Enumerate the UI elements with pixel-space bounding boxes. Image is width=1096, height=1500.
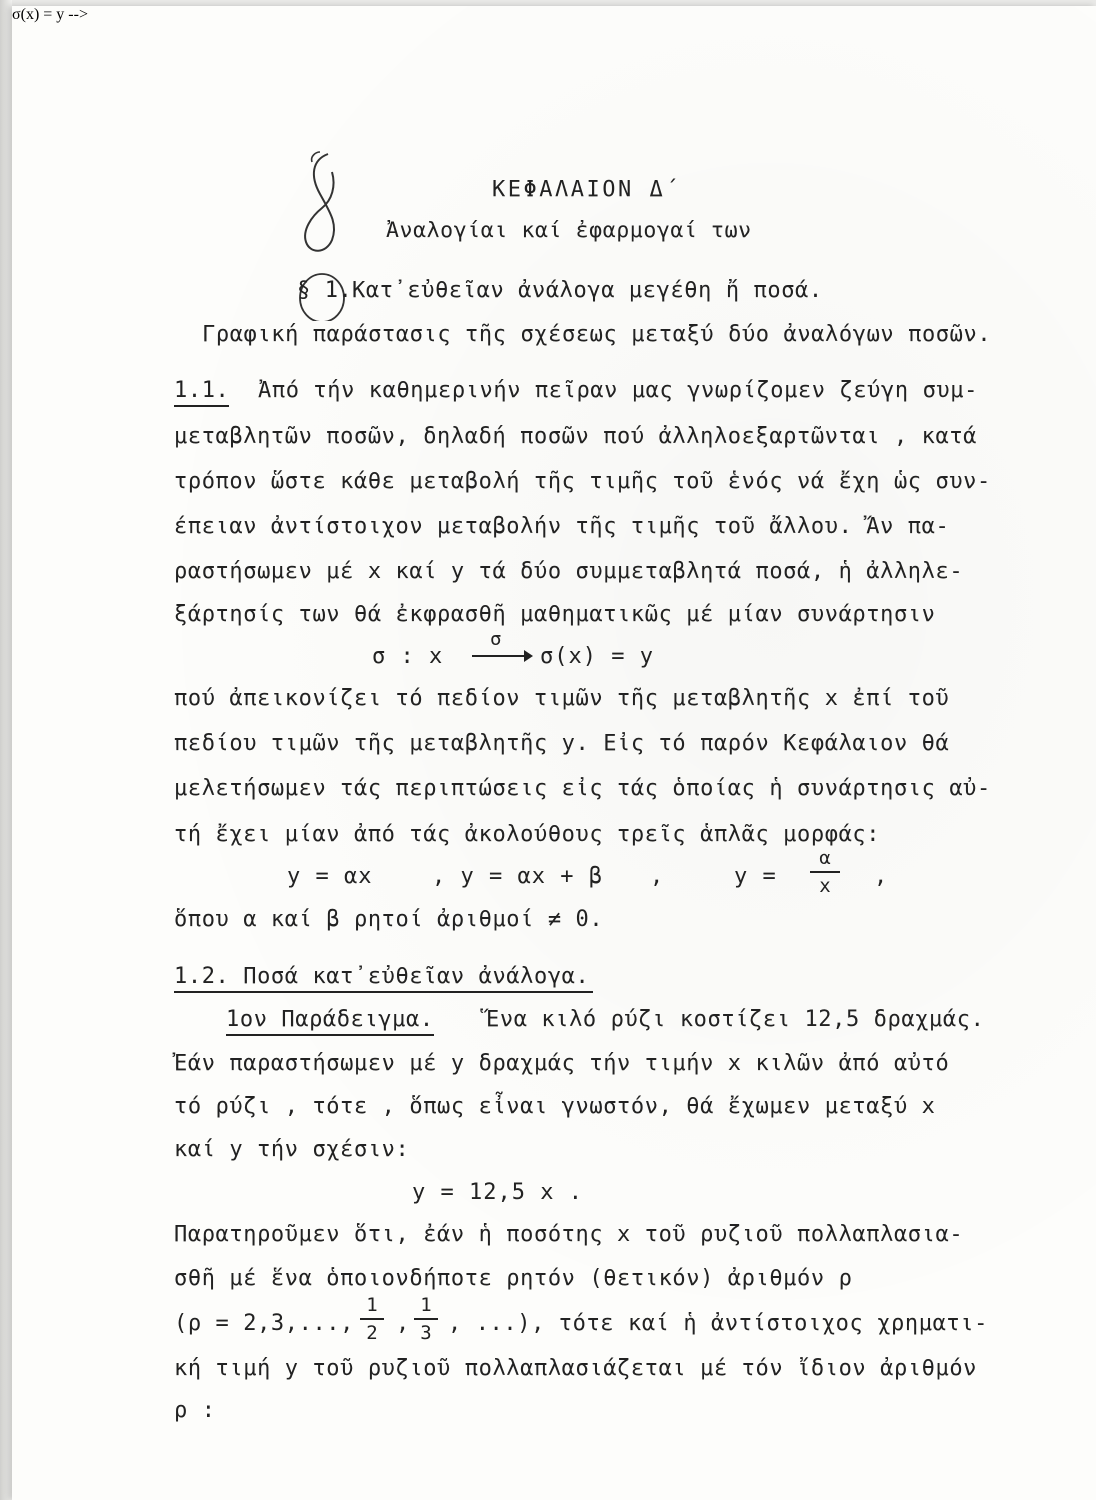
para-1-1-line-8: πεδίου τιμῶν τῆς μεταβλητῆς y. Εἰς τό παρόν Κεφάλαιον θά	[174, 731, 950, 756]
example-line-3: τό ρύζι , τότε , ὅπως εἶναι γνωστόν, θά ἔχωμεν μεταξύ x	[174, 1094, 936, 1119]
para-1-1-line-3: τρόπον ὥστε κάθε μεταβολή τῆς τιμῆς τοῦ ἑνός νά ἔχη ὡς συν-	[174, 469, 991, 494]
para-1-1-line-9: μελετήσωμεν τάς περιπτώσεις εἰς τάς ὁποίας ἡ συνάρτησις αὐ-	[174, 776, 991, 801]
para-1-1-line-10: τή ἔχει μίαν ἀπό τάς ἀκολούθους τρεῖς ἁπλᾶς μορφάς:	[174, 822, 881, 847]
para-1-1-line-7: πού ἀπεικονίζει τό πεδίον τιμῶν τῆς μεταβλητῆς x ἐπί τοῦ	[174, 686, 950, 711]
form-inverse-denominator: x	[819, 875, 831, 897]
form-inverse-numerator: α	[819, 847, 831, 869]
rho-line-suffix: , ...), τότε καί ἡ ἀντίστοιχος χρηματι-	[448, 1311, 988, 1336]
map-arrow-icon	[470, 647, 534, 665]
form-trailing-comma: ,	[874, 864, 889, 889]
page-fold-edge	[0, 0, 12, 1500]
form-comma: ,	[650, 864, 665, 889]
section-number: § 1.	[297, 278, 353, 303]
form-condition: ὅπου α καί β ρητοί ἀριθμοί ≠ 0.	[174, 907, 604, 932]
para-1-1-line-6: ξάρτησίς των θά ἐκφρασθῆ μαθηματικῶς μέ μίαν συνάρτησιν	[174, 602, 936, 627]
para-1-1-number: 1.1.	[174, 380, 229, 407]
form-affine: , y = αx + β	[432, 864, 603, 889]
example-line-8: κή τιμή y τοῦ ρυζιοῦ πολλαπλασιάζεται μέ τόν ἴδιον ἀριθμόν	[174, 1356, 978, 1381]
rho-line-separator: ,	[396, 1311, 410, 1336]
para-1-1-line-5: ραστήσωμεν μέ x καί y τά δύο συμμεταβλητά ποσά, ἡ ἀλληλε-	[174, 559, 964, 584]
example-first-line: Ἕνα κιλό ρύζι κοστίζει 12,5 δραχμάς.	[486, 1007, 985, 1032]
map-arrow-label: σ	[490, 628, 503, 650]
example-line-9: ρ :	[174, 1398, 216, 1423]
fraction-one-half	[360, 1296, 384, 1343]
fraction-bar	[414, 1318, 438, 1320]
form-inverse-fraction	[810, 849, 840, 896]
form-inverse-lhs: y =	[734, 864, 777, 889]
fraction-half-numerator: 1	[366, 1294, 378, 1316]
para-1-1-line-2: μεταβλητῶν ποσῶν, δηλαδή ποσῶν πού ἀλληλοεξαρτῶνται , κατά	[174, 424, 978, 449]
map-formula-left: σ : x	[372, 644, 444, 669]
fraction-half-denominator: 2	[366, 1322, 378, 1344]
chapter-title: ΚΕΦΑΛΑΙΟΝ Δ΄	[492, 177, 681, 202]
example-label: 1ον Παράδειγμα.	[226, 1009, 434, 1036]
map-formula-right: σ(x) = y	[540, 644, 654, 669]
fraction-one-third	[414, 1296, 438, 1343]
fraction-third-numerator: 1	[420, 1294, 432, 1316]
chapter-subtitle: Ἀναλογίαι καί ἐφαρμογαί των	[386, 218, 752, 243]
section-subtitle: Γραφική παράστασις τῆς σχέσεως μεταξύ δύο ἀναλόγων ποσῶν.	[202, 322, 992, 347]
form-linear: y = αx	[287, 864, 373, 889]
example-line-5: Παρατηροῦμεν ὅτι, ἐάν ἡ ποσότης x τοῦ ρυζιοῦ πολλαπλασια-	[174, 1222, 964, 1247]
section-title: Κατ᾽εὐθεῖαν ἀνάλογα μεγέθη ἤ ποσά.	[352, 278, 823, 303]
rho-line-prefix: (ρ = 2,3,...,	[174, 1311, 354, 1336]
fraction-third-denominator: 3	[420, 1322, 432, 1344]
example-equation: y = 12,5 x .	[412, 1180, 583, 1205]
para-1-1-line-4: έπειαν ἀντίστοιχον μεταβολήν τῆς τιμῆς τοῦ ἄλλου. Ἄν πα-	[174, 514, 950, 539]
para-1-1-line-1: Ἀπό τήν καθημερινήν πεῖραν μας γνωρίζομεν ζεύγη συμ-	[258, 378, 978, 403]
fraction-bar	[810, 871, 840, 873]
fraction-bar	[360, 1318, 384, 1320]
typewritten-page: ΚΕΦΑΛΑΙΟΝ Δ΄ Ἀναλογίαι καί ἐφαρμογαί των § 1. Κατ᾽εὐθεῖαν ἀνάλογα μεγέθη ἤ ποσά. Γραφική παράστασις τῆς σχέσεως μεταξύ δύο ἀναλόγων ποσῶν. 1.1. Ἀπό τήν καθημερινήν πεῖραν μας γνωρίζομεν ζεύγη συμ- μεταβλητῶν ποσῶν, δηλαδή ποσῶν πού ἀλληλοεξαρτῶνται , κατά τρόπον ὥστε κάθε μεταβολή τῆς τιμῆς τοῦ ἑνός νά ἔχη ὡς συν- έπειαν ἀντίστοιχον μεταβολήν τῆς τιμῆς τοῦ ἄλλου. Ἄν πα- ραστήσωμεν μέ x καί y τά δύο συμμεταβλητά ποσά, ἡ ἀλληλε- ξάρτησίς των θά ἐκφρασθῆ μαθηματικῶς μέ μίαν συνάρτησιν σ(x) = y --> σ : x σ σ(x) = y πού ἀπεικονίζει τό πεδίον τιμῶν τῆς μεταβλητῆς x ἐπί τοῦ πεδίου τιμῶν τῆς μεταβλητῆς y. Εἰς τό παρόν Κεφάλαιον θά μελετήσωμεν τάς περιπτώσεις εἰς τάς ὁποίας ἡ συνάρτησις αὐ- τή ἔχει μίαν ἀπό τάς ἀκολούθους τρεῖς ἁπλᾶς μορφάς: y = αx , y = αx + β , y = α x , ὅπου α καί β ρητοί ἀριθμοί ≠ 0. 1.2. Ποσά κατ᾽εὐθεῖαν ἀνάλογα. 1ον Παράδειγμα. Ἕνα κιλό ρύζι κοστίζει 12,5 δραχμάς. Ἐάν παραστήσωμεν μέ y δραχμάς τήν τιμήν x κιλῶν ἀπό αὐτό τό ρύζι , τότε , ὅπως εἶναι γνωστόν, θά ἔχωμεν μεταξύ x καί y τήν σχέσιν: y = 12,5 x . Παρατηροῦμεν ὅτι, ἐάν ἡ ποσότης x τοῦ ρυζιοῦ πολλαπλασια- σθῆ μέ ἕνα ὁποιονδήποτε ρητόν (θετικόν) ἀριθμόν ρ (ρ = 2,3,..., 1 2 , 1 3 , ...), τότε καί ἡ ἀντίστοιχος χρηματι- κή τιμή y τοῦ ρυζιοῦ πολλαπλασιάζεται μέ τόν ἴδιον ἀριθμόν ρ :	[12, 6, 1096, 1500]
example-line-6: σθῆ μέ ἕνα ὁποιονδήποτε ρητόν (θετικόν) ἀριθμόν ρ	[174, 1266, 853, 1291]
para-1-2-heading: 1.2. Ποσά κατ᾽εὐθεῖαν ἀνάλογα.	[174, 966, 593, 993]
example-line-4: καί y τήν σχέσιν:	[174, 1137, 410, 1162]
example-line-2: Ἐάν παραστήσωμεν μέ y δραχμάς τήν τιμήν x κιλῶν ἀπό αὐτό	[174, 1051, 950, 1076]
